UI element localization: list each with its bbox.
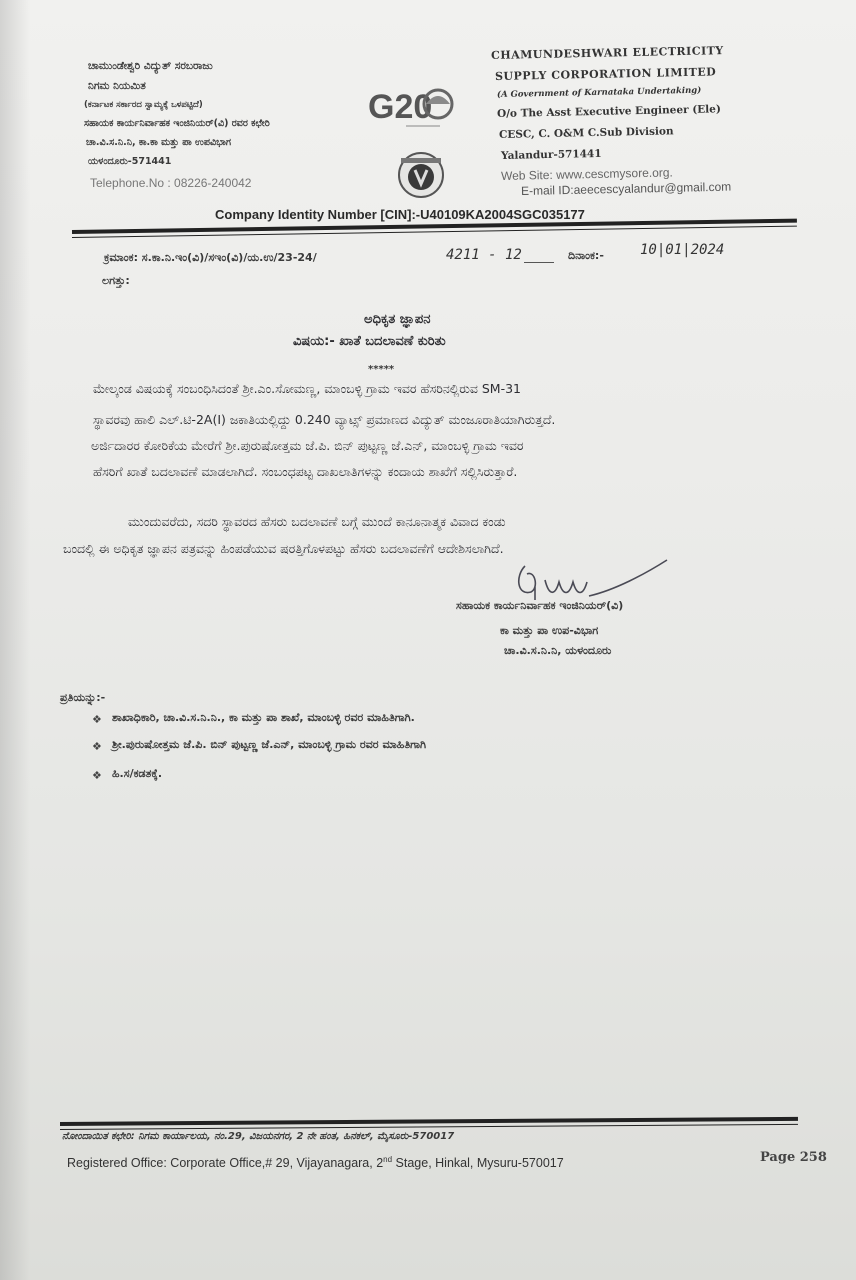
date-handwritten: 10|01|2024 bbox=[640, 242, 725, 258]
memo-subject: ವಿಷಯ:- ಖಾತೆ ಬದಲಾವಣೆ ಕುರಿತು bbox=[293, 334, 446, 349]
reference-underline bbox=[524, 262, 554, 263]
reference-number-label: ಕ್ರಮಾಂಕ: ಸ.ಕಾ.ನಿ.ಇಂ(ವಿ)/ಸಇಂ(ವಿ)/ಯ.ಉ/23-24/ bbox=[104, 251, 317, 264]
registered-office-pre: Registered Office: Corporate Office,# 29, Vijayanagara, 2 bbox=[67, 1156, 384, 1171]
header-kn-line-2: ನಿಗಮ ನಿಯಮಿತ bbox=[88, 80, 146, 92]
bullet-icon: ❖ bbox=[92, 713, 102, 726]
header-kn-line-6: ಯಳಂದೂರು-571441 bbox=[88, 156, 172, 167]
reference-number-handwritten: 4211 - 12 bbox=[446, 247, 522, 263]
header-kn-line-5: ಚಾ.ವಿ.ಸ.ನಿ.ನಿ, ಕಾ.ಕಾ ಮತ್ತು ಪಾ ಉಪವಿಭಾಗ bbox=[86, 137, 232, 148]
bullet-icon: ❖ bbox=[92, 740, 102, 753]
footer-kn: ನೋಂದಾಯಿತ ಕಛೇರಿ: ನಿಗಮ ಕಾರ್ಯಾಲಯ, ನಂ.29, ವಿಜಯನಗರ, 2 ನೇ ಹಂತ, ಹಿನಕಲ್, ಮೈಸೂರು-570017 bbox=[62, 1131, 455, 1142]
memo-title: ಅಧಿಕೃತ ಜ್ಞಾಪನ bbox=[364, 312, 431, 327]
corporation-emblem-icon bbox=[395, 150, 447, 204]
date-label: ದಿನಾಂಕ:- bbox=[568, 249, 604, 262]
telephone: Telephone.No : 08226-240042 bbox=[90, 176, 252, 190]
bullet-icon: ❖ bbox=[92, 769, 102, 782]
page-number: Page 258 bbox=[760, 1150, 827, 1165]
header-en-line-4: O/o The Asst Executive Engineer (Ele) bbox=[496, 103, 721, 120]
registered-office bbox=[67, 1155, 564, 1170]
registered-office-sup: nd bbox=[383, 1155, 393, 1164]
para2-line-2: ಬಂದಲ್ಲಿ ಈ ಅಧಿಕೃತ ಜ್ಞಾಪನ ಪತ್ರವನ್ನು ಹಿಂಪಡೆಯುವ ಷರತ್ತಿಗೊಳಪಟ್ಟು ಹೆಸರು ಬದಲಾವಣೆಗೆ ಆದೇಶಿಸಲಾಗಿದೆ. bbox=[63, 541, 504, 556]
registered-office-post: Stage, Hinkal, Mysuru-570017 bbox=[392, 1156, 564, 1171]
copy-item-3: ಹಿ.ಸ/ಕಡತಕ್ಕೆ. bbox=[112, 767, 162, 780]
header-en-line-5: CESC, C. O&M C.Sub Division bbox=[498, 125, 674, 141]
title-stars: ***** bbox=[368, 364, 395, 375]
g20-text: G20 bbox=[368, 88, 433, 126]
copies-heading: ಪ್ರತಿಯನ್ನು:- bbox=[60, 691, 106, 704]
header-kn-line-1: ಚಾಮುಂಡೇಶ್ವರಿ ವಿದ್ಯುತ್ ಸರಬರಾಜು bbox=[88, 60, 213, 72]
header-en-line-3: (A Government of Karnataka Undertaking) bbox=[496, 85, 702, 100]
signature-subdivision: ಕಾ ಮತ್ತು ಪಾ ಉಪ-ವಿಭಾಗ bbox=[500, 624, 599, 637]
copy-item-1: ಶಾಖಾಧಿಕಾರಿ, ಚಾ.ವಿ.ಸ.ನಿ.ನಿ., ಕಾ ಮತ್ತು ಪಾ ಶಾಖೆ, ಮಾಂಬಳ್ಳಿ ರವರ ಮಾಹಿತಿಗಾಗಿ. bbox=[112, 711, 415, 724]
header-kn-line-4: ಸಹಾಯಕ ಕಾರ್ಯನಿರ್ವಾಹಕ ಇಂಜಿನಿಯರ್(ವಿ) ರವರ ಕಛೇರಿ bbox=[84, 118, 270, 129]
signature-office: ಚಾ.ವಿ.ಸ.ನಿ.ನಿ, ಯಳಂದೂರು bbox=[504, 644, 612, 657]
para1-line-2: ಸ್ಥಾವರವು ಹಾಲಿ ಎಲ್.ಟಿ-2A(I) ಜಕಾತಿಯಲ್ಲಿದ್ದು 0.240 ವ್ಯಾಟ್ಸ್ ಪ್ರಮಾಣದ ವಿದ್ಯುತ್ ಮಂಜೂರಾತಿಯಾಗಿರುತ್ತದೆ. bbox=[93, 412, 556, 427]
para1-line-1: ಮೇಲ್ಕಂಡ ವಿಷಯಕ್ಕೆ ಸಂಬಂಧಿಸಿದಂತೆ ಶ್ರೀ.ಎಂ.ಸೋಮಣ್ಣ, ಮಾಂಬಳ್ಳಿ ಗ್ರಾಮ ಇವರ ಹೆಸರಿನಲ್ಲಿರುವ SM-31 bbox=[93, 381, 521, 396]
enclosure-label: ಲಗತ್ತು: bbox=[102, 274, 130, 287]
para1-line-3: ಅರ್ಜಿದಾರರ ಕೋರಿಕೆಯ ಮೇರೆಗೆ ಶ್ರೀ.ಪುರುಷೋತ್ತಮ ಜೆ.ಪಿ. ಬಿನ್ ಪುಟ್ಟಣ್ಣ ಜೆ.ಎನ್, ಮಾಂಬಳ್ಳಿ ಗ್ರಾಮ ಇವರ bbox=[91, 438, 524, 453]
page-shadow bbox=[0, 0, 30, 1280]
para1-line-4: ಹೆಸರಿಗೆ ಖಾತೆ ಬದಲಾವಣೆ ಮಾಡಲಾಗಿದೆ. ಸಂಬಂಧಪಟ್ಟ ದಾಖಲಾತಿಗಳನ್ನು ಕಂದಾಯ ಶಾಖೆಗೆ ಸಲ್ಲಿಸಿರುತ್ತಾರೆ. bbox=[93, 464, 518, 479]
header-kn-line-3: (ಕರ್ನಾಟಕ ಸರ್ಕಾರದ ಸ್ವಾಮ್ಯಕ್ಕೆ ಒಳಪಟ್ಟಿದೆ) bbox=[84, 100, 203, 110]
email-link[interactable]: E-mail ID:aeecescyalandur@gmail.com bbox=[520, 179, 732, 198]
para2-line-1: ಮುಂದುವರೆದು, ಸದರಿ ಸ್ಥಾವರದ ಹೆಸರು ಬದಲಾವಣೆ ಬಗ್ಗೆ ಮುಂದೆ ಕಾನೂನಾತ್ಮಕ ವಿವಾದ ಕಂಡು bbox=[128, 514, 506, 529]
website-link[interactable]: Web Site: www.cescmysore.org. bbox=[500, 165, 673, 183]
company-identity-number: Company Identity Number [CIN]:-U40109KA2004SGC035177 bbox=[215, 207, 585, 222]
g20-logo bbox=[366, 82, 460, 136]
header-en-line-6: Yalandur-571441 bbox=[500, 147, 602, 162]
signature-designation: ಸಹಾಯಕ ಕಾರ್ಯನಿರ್ವಾಹಕ ಇಂಜಿನಿಯರ್(ವಿ) bbox=[456, 599, 624, 612]
header-en-line-1: CHAMUNDESHWARI ELECTRICITY bbox=[490, 44, 724, 62]
copy-item-2: ಶ್ರೀ.ಪುರುಷೋತ್ತಮ ಜೆ.ಪಿ. ಬಿನ್ ಪುಟ್ಟಣ್ಣ ಜೆ.ಎನ್, ಮಾಂಬಳ್ಳಿ ಗ್ರಾಮ ರವರ ಮಾಹಿತಿಗಾಗಿ bbox=[112, 738, 427, 751]
header-en-line-2: SUPPLY CORPORATION LIMITED bbox=[494, 65, 717, 83]
